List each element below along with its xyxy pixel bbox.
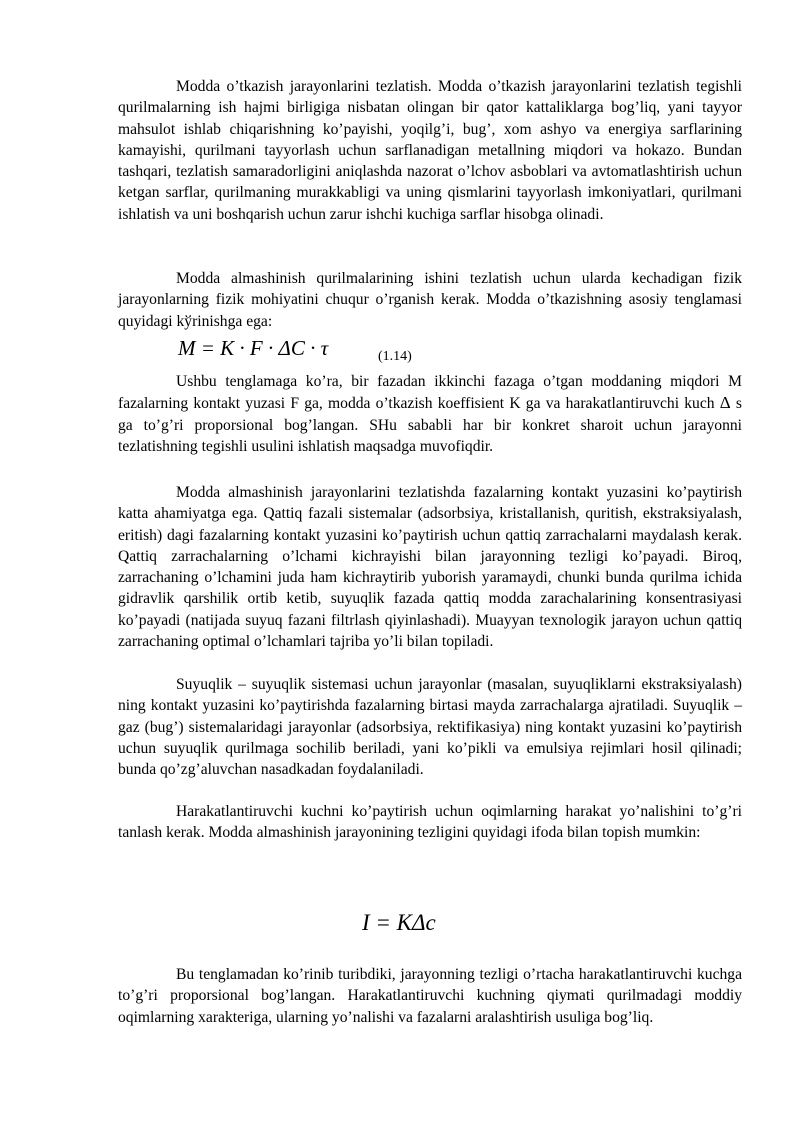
paragraph-3-end: s ga to’g’ri proporsional bog’langan. SHu sababli har bir konkret sharoit uchun jarayonni tezlatishning tegishli usulini ishlatish maqsadga muvofiqdir. <box>118 395 742 455</box>
paragraph-7: Bu tenglamadan ko’rinib turibdiki, jarayonning tezligi o’rtacha harakatlantiruvchi kuchga to’g’ri proporsional bog’langan. Harakatlantiruvchi kuchning qiymati qurilmadagi moddiy oqimlarning xarakteriga, ularning yo’nalishi va fazalarni aralashtirish usuliga bog’liq. <box>118 966 742 1026</box>
paragraph-6: Harakatlantiruvchi kuchni ko’paytirish uchun oqimlarning harakat yo’nalishini to’g’ri tanlash kerak. Modda almashinish jarayonining tezligini quyidagi ifoda bilan topish mumkin: <box>118 803 742 842</box>
paragraph-3-start: Ushbu tenglamaga ko’ra, bir fazadan ikkinchi fazaga o’tgan moddaning miqdori M fazalarning kontakt yuzasi F ga, modda o’tkazish koeffisient K ga va harakatlantiruvchi kuch <box>118 373 742 413</box>
formula-mass-transfer: M = K · F · ΔC · τ <box>178 336 329 360</box>
paragraph-4: Modda almashinish jarayonlarini tezlatishda fazalarning kontakt yuzasini ko’paytirish katta ahamiyatga ega. Qattiq fazali sistemalar (adsorbsiya, kristallanish, quritish, ekstraksiyalash, eritish) dagi fazalarning kontakt yuzasini ko’paytirish uchun qattiq zarrachalarni maydalash kerak. Qattiq zarrachalarning o’lchami kichrayishi bilan jarayonning tezligi ko’payadi. Biroq, zarrachaning o’lchamini juda ham kichraytirib yuborish yaramaydi, chunki bunda qurilma ichida gidravlik qarshilik ortib ketib, suyuqlik fazada qattiq modda zarachalarining konsentrasiyasi ko’payadi (natijada suyuq fazani filtrlash qiyinlashadi). Muayyan texnologik jarayon uchun qattiq zarrachaning optimal o’lchamlari tajriba yo’li bilan topiladi. <box>118 484 742 651</box>
paragraph-5: Suyuqlik – suyuqlik sistemasi uchun jarayonlar (masalan, suyuqliklarni ekstraksiyalash) ning kontakt yuzasini ko’paytirishda fazalarning birtasi mayda zarrachalarga ajratiladi. Suyuqlik – gaz (bug’) sistemalaridagi jarayonlar (adsorbsiya, rektifikasiya) ning kontakt yuzasini ko’paytirish uchun suyuqlik qurilmaga sochilib beriladi, yani ko’pikli va emulsiya rejimlari hosil qilinadi; bunda qo’zg’aluvchan nasadkadan foydalaniladi. <box>118 676 742 779</box>
paragraph-2: Modda almashinish qurilmalarining ishini tezlatish uchun ularda kechadigan fizik jarayonlarning fizik mohiyatini chuqur o’rganish kerak. Modda o’tkazishning asosiy tenglamasi quyidagi kўrinishga ega: <box>118 270 742 330</box>
paragraph-1: Modda o’tkazish jarayonlarini tezlatish. Modda o’tkazish jarayonlarini tezlatish tegishli qurilmalarning ish hajmi birligiga nisbatan olingan bir qator kattaliklarga bog’liq, yani tayyor mahsulot ishlab chiqarishning ko’payishi, yoqilg’i, bug’, xom ashyo va energiya sarflarining kamayishi, qurilmani tayyorlash uchun sarflanadigan metallning miqdori va hokazo. Bundan tashqari, tezlatish samaradorligini aniqlashda nazorat o’lchov asboblari va avtomatlashtirish uchun ketgan sarflar, qurilmaning murakkabligi va uning qismlarini tayyorlash imkoniyatlari, qurilmani ishlatish va uni boshqarish uchun zarur ishchi kuchiga sarflar hisobga olinadi. <box>118 78 742 223</box>
formula-rate: I = KΔc <box>362 910 436 935</box>
formula-number: (1.14) <box>378 349 412 364</box>
paragraph-3 <box>118 371 742 457</box>
delta-symbol: Δ <box>719 393 731 413</box>
